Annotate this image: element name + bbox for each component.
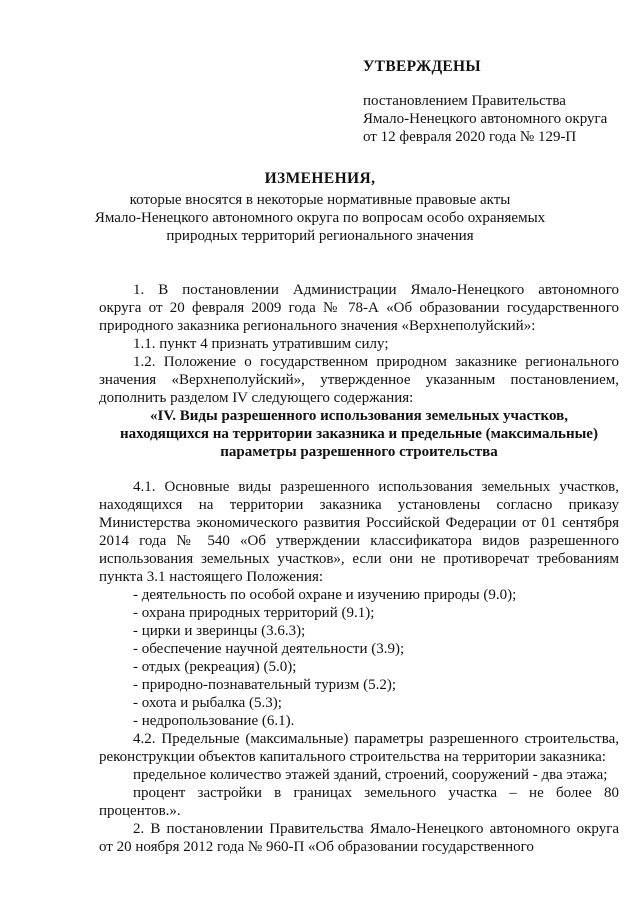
section-title: [99, 407, 619, 461]
paragraph-4-2: 4.2. Предельные (максимальные) параметры разрешенного строительства, реконструкции объектов капитального строительства на территории заказника:: [99, 731, 619, 765]
approval-line: Ямало-Ненецкого автономного округа: [363, 111, 608, 127]
list-item: - обеспечение научной деятельности (3.9);: [133, 641, 405, 657]
list-item: - цирки и зверинцы (3.6.3);: [133, 623, 306, 639]
list-item: - природно-познавательный туризм (5.2);: [133, 677, 396, 693]
list-item: - деятельность по особой охране и изучению природы (9.0);: [133, 587, 517, 603]
document-title: ИЗМЕНЕНИЯ,: [264, 170, 376, 187]
section-title-line: параметры разрешенного строительства: [220, 444, 498, 460]
paragraph-2: 2. В постановлении Правительства Ямало-Ненецкого автономного округа от 20 ноября 2012 года № 960-П «Об образовании государственного: [99, 821, 619, 855]
paragraph-1-2: 1.2. Положение о государственном природном заказнике регионального значения «Верхнеполуйский», утвержденное указанным постановлением, дополнить разделом IV следующего содержания:: [99, 354, 619, 406]
list-item: - недропользование (6.1).: [133, 713, 295, 729]
list-item: - охрана природных территорий (9.1);: [133, 605, 375, 621]
list-item: - отдых (рекреация) (5.0);: [133, 659, 297, 675]
paragraph-4-2-floors: предельное количество этажей зданий, строений, сооружений - два этажа;: [133, 767, 608, 783]
approval-line: постановлением Правительства: [363, 93, 566, 109]
section-title-line: находящихся на территории заказника и предельные (максимальные): [120, 426, 598, 442]
permitted-uses-list: [99, 586, 619, 730]
paragraph-1-first-line: 1. В постановлении Администрации Ямало-Ненецкого автономного: [133, 282, 619, 298]
approval-block: [363, 58, 623, 146]
heading-line: природных территорий регионального значения: [166, 228, 474, 244]
document-body: [99, 281, 619, 856]
paragraph-4-2-coverage: процент застройки в границах земельного участка – не более 80 процентов.».: [99, 785, 619, 819]
section-title-line: «IV. Виды разрешенного использования земельных участков,: [150, 408, 568, 424]
document-heading: [60, 170, 580, 245]
heading-line: Ямало-Ненецкого автономного округа по вопросам особо охраняемых: [94, 210, 546, 226]
paragraph-1-1: 1.1. пункт 4 признать утратившим силу;: [133, 336, 389, 352]
approval-title: УТВЕРЖДЕНЫ: [363, 58, 481, 75]
paragraph-4-1: 4.1. Основные виды разрешенного использования земельных участков, находящихся на территории заказника установлены согласно приказу Министерства экономического развития Российской Федерации от 01 сентября 2014 года № 540 «Об утверждении классификатора видов разрешенного использования земельных участков», если они не противоречат требованиям пункта 3.1 настоящего Положения:: [99, 479, 619, 585]
heading-line: которые вносятся в некоторые нормативные правовые акты: [129, 192, 511, 208]
approval-line: от 12 февраля 2020 года № 129-П: [363, 129, 577, 145]
list-item: - охота и рыбалка (5.3);: [133, 695, 282, 711]
paragraph-1: округа от 20 февраля 2009 года № 78-А «Об образовании государственного природного заказника регионального значения «Верхнеполуйский»:: [99, 300, 619, 334]
